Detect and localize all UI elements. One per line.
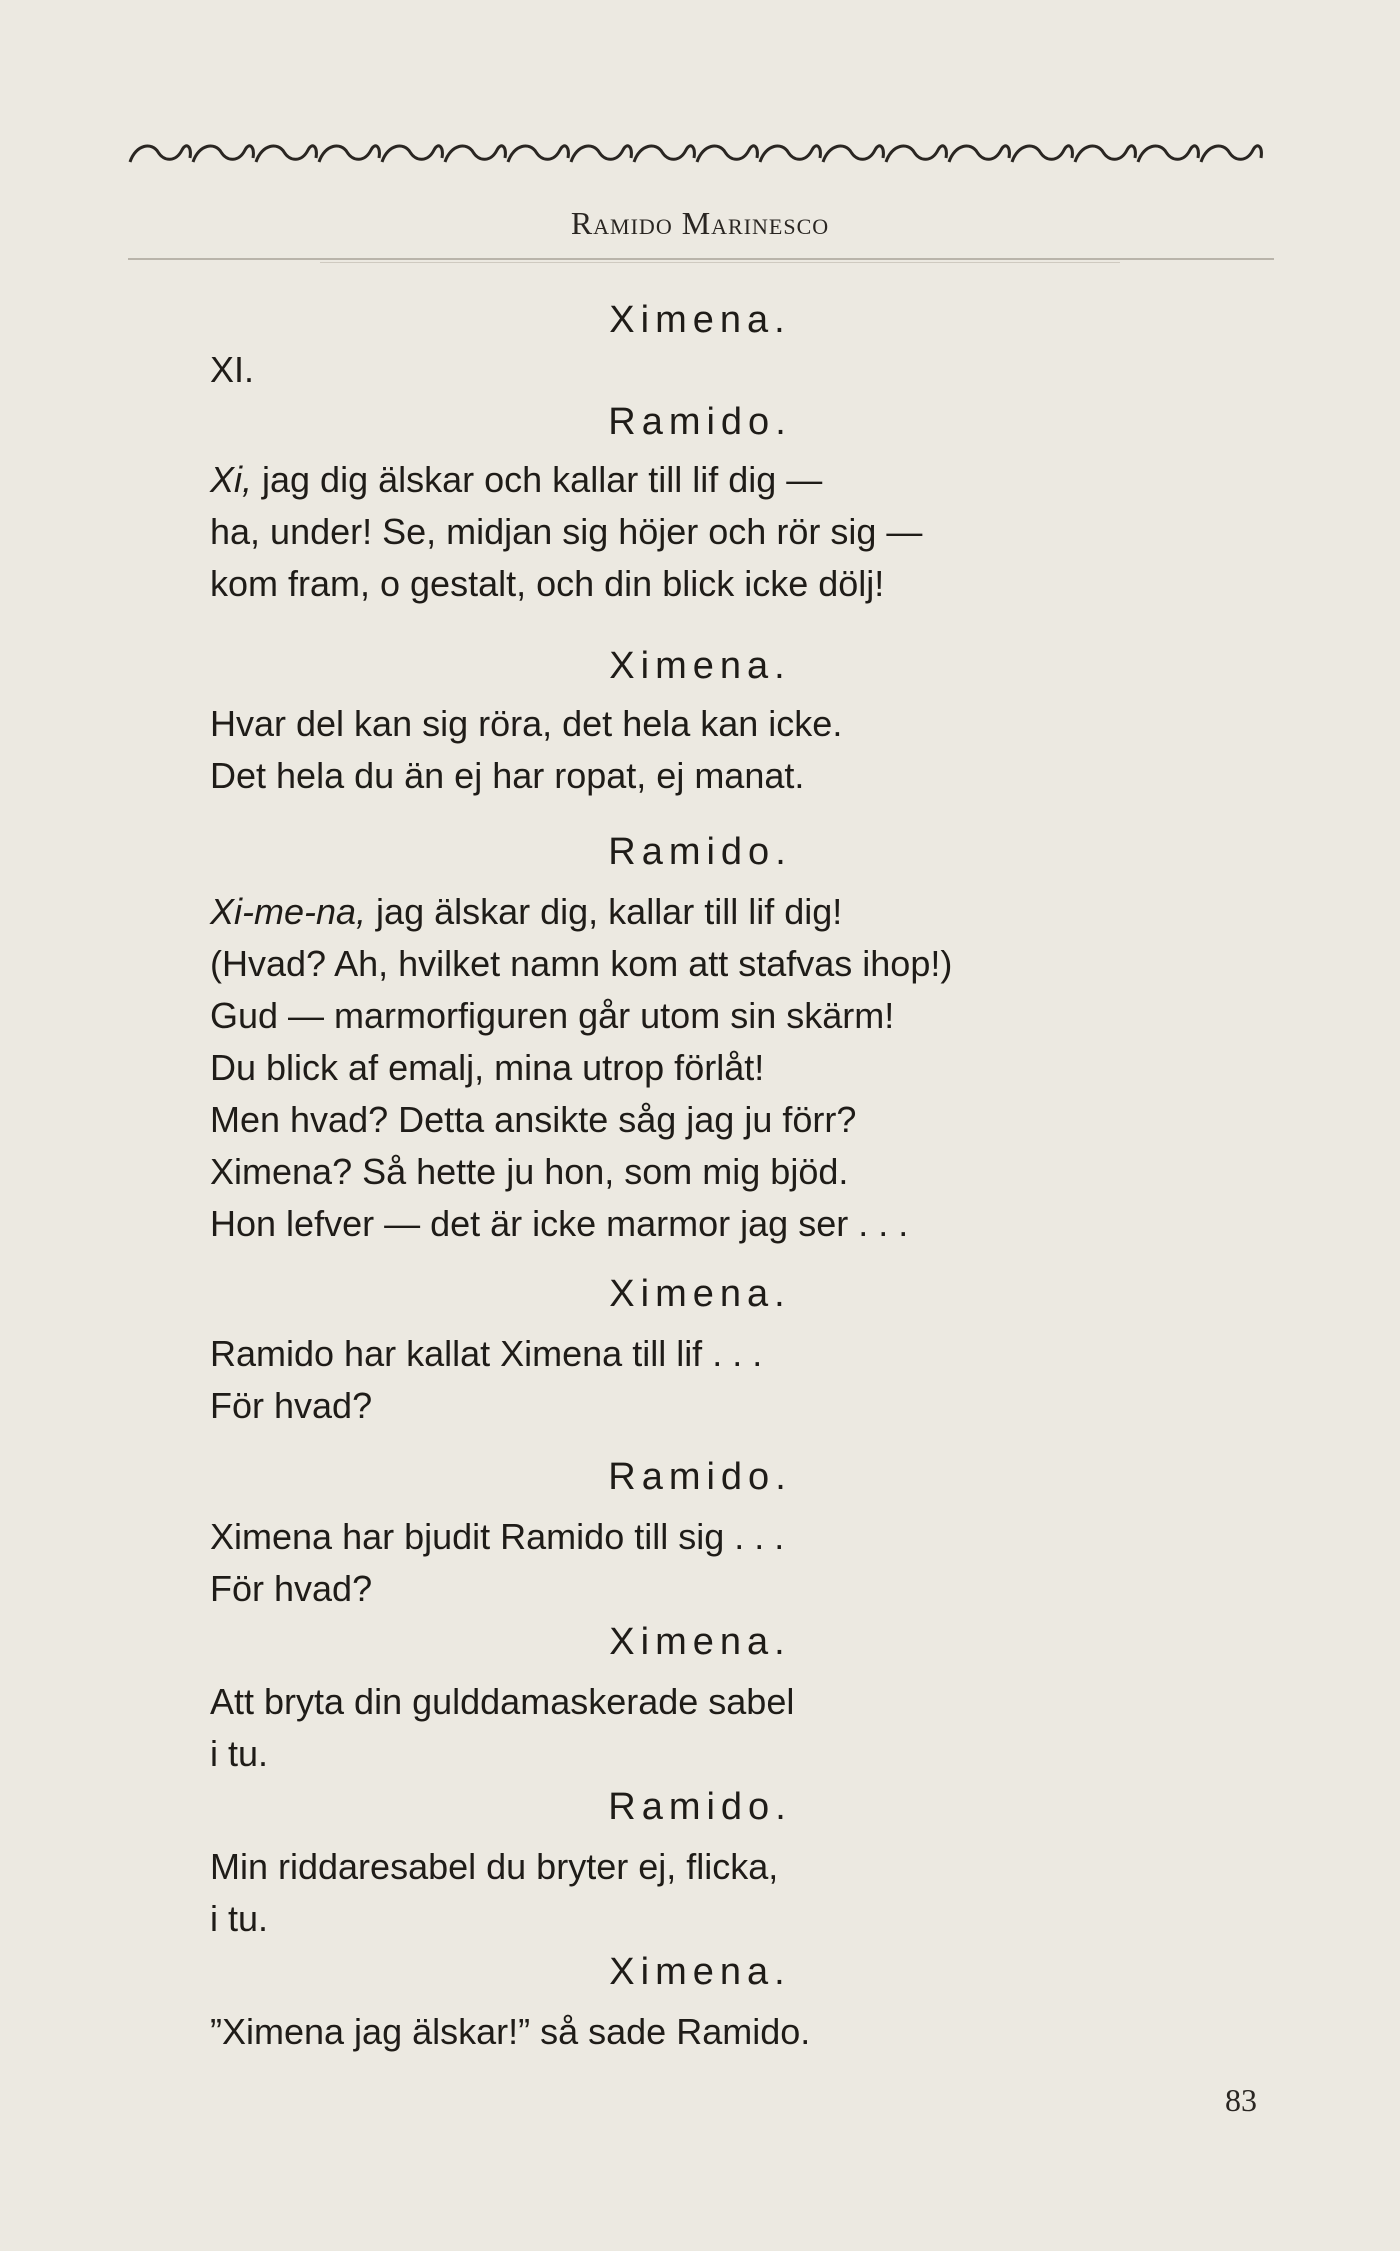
verse-line: Att bryta din gulddamaskerade sabel	[210, 1681, 795, 1722]
speaker-heading: Ramido.	[608, 1786, 792, 1828]
speaker-heading: Ximena.	[609, 1273, 791, 1315]
ornament-scroll	[130, 146, 190, 162]
ornament-scroll	[382, 146, 442, 162]
verse-line: För hvad?	[210, 1568, 373, 1609]
running-head: Ramido Marinesco	[570, 205, 830, 241]
verse-line: Gud — marmorfiguren går utom sin skärm!	[210, 995, 895, 1036]
ornament-scroll	[319, 146, 379, 162]
page-number: 83	[1225, 2082, 1257, 2118]
verse-line: (Hvad? Ah, hvilket namn kom att stafvas ihop!)	[210, 943, 953, 984]
verse-line: Du blick af emalj, mina utrop förlåt!	[210, 1047, 765, 1088]
ornament-scroll	[1201, 146, 1261, 162]
verse-line: Ramido har kallat Ximena till lif . . .	[210, 1333, 763, 1374]
header-rule-thin	[320, 262, 1120, 263]
ornament-scroll	[508, 146, 568, 162]
ornament-scroll	[445, 146, 505, 162]
section-numeral: XI.	[210, 349, 255, 390]
ornament-scroll	[949, 146, 1009, 162]
verse-line	[210, 458, 822, 502]
verse-line: ha, under! Se, midjan sig höjer och rör sig —	[210, 511, 923, 552]
speaker-heading: Ximena.	[609, 1621, 791, 1663]
verse-italic: Xi,	[210, 459, 253, 500]
ornament-scroll	[634, 146, 694, 162]
speaker-heading: Ximena.	[609, 645, 791, 687]
verse-line: Men hvad? Detta ansikte såg jag ju förr?	[210, 1099, 857, 1140]
ornament-scroll	[256, 146, 316, 162]
verse-line: Det hela du än ej har ropat, ej manat.	[210, 755, 805, 796]
speaker-heading: Ximena.	[609, 299, 791, 341]
verse-line: i tu.	[210, 1733, 269, 1774]
ornament-scroll	[193, 146, 253, 162]
speaker-heading: Ramido.	[608, 1456, 792, 1498]
header-rule	[128, 258, 1274, 260]
verse-italic: Xi-me-na,	[210, 891, 367, 932]
verse-line: Min riddaresabel du bryter ej, flicka,	[210, 1846, 779, 1887]
verse-line: För hvad?	[210, 1385, 373, 1426]
verse-text: jag dig älskar och kallar till lif dig —	[252, 459, 823, 500]
header-ornament	[128, 136, 1274, 172]
verse-line	[210, 890, 842, 934]
ornament-scroll	[760, 146, 820, 162]
verse-line: Hvar del kan sig röra, det hela kan icke.	[210, 703, 843, 744]
verse-line: Hon lefver — det är icke marmor jag ser . . .	[210, 1203, 909, 1244]
verse-line: kom fram, o gestalt, och din blick icke dölj!	[210, 563, 885, 604]
ornament-scroll	[1012, 146, 1072, 162]
ornament-scroll	[697, 146, 757, 162]
verse-line: Ximena har bjudit Ramido till sig . . .	[210, 1516, 785, 1557]
speaker-heading: Ramido.	[608, 401, 792, 443]
ornament-scroll	[1138, 146, 1198, 162]
verse-line: Ximena? Så hette ju hon, som mig bjöd.	[210, 1151, 849, 1192]
ornament-scroll	[1075, 146, 1135, 162]
ornament-scroll	[571, 146, 631, 162]
verse-line: i tu.	[210, 1898, 269, 1939]
speaker-heading: Ximena.	[609, 1951, 791, 1993]
verse-line: ”Ximena jag älskar!” så sade Ramido.	[210, 2011, 811, 2052]
ornament-scroll	[823, 146, 883, 162]
verse-text: jag älskar dig, kallar till lif dig!	[366, 891, 843, 932]
ornament-scroll	[886, 146, 946, 162]
speaker-heading: Ramido.	[608, 831, 792, 873]
